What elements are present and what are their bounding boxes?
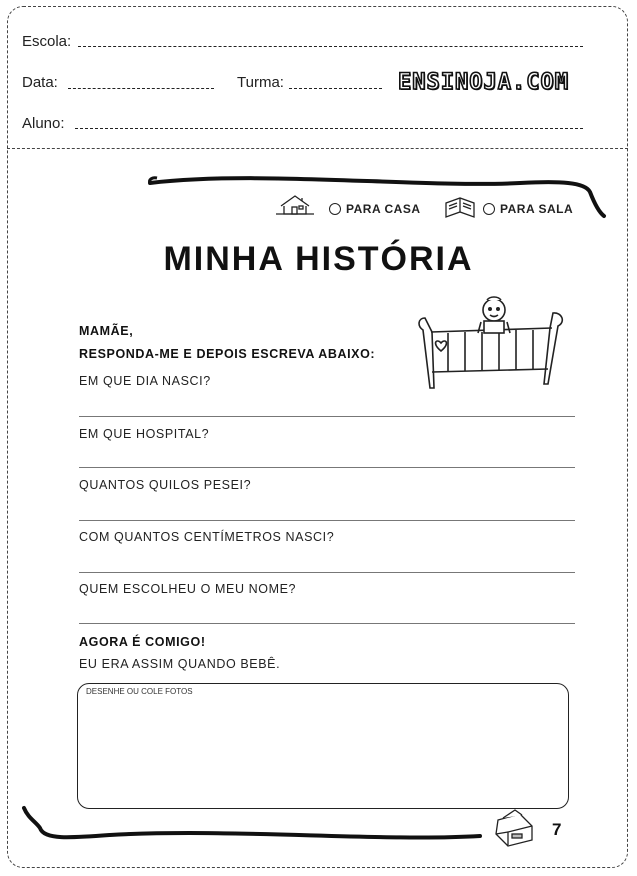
option-home[interactable]: [329, 202, 421, 216]
page-number: 7: [552, 820, 562, 839]
class-label: Turma:: [237, 74, 284, 91]
book-icon: [446, 198, 474, 217]
option-class[interactable]: [483, 202, 573, 216]
option-class-label: PARA SALA: [500, 202, 574, 216]
intro-line-1: MAMÃE,: [79, 324, 134, 338]
bottom-swash: [24, 808, 480, 838]
date-label: Data:: [22, 74, 58, 91]
question-5: QUEM ESCOLHEU O MEU NOME?: [79, 582, 297, 596]
house-icon: [276, 196, 314, 214]
question-2: EM QUE HOSPITAL?: [79, 427, 210, 441]
option-home-label: PARA CASA: [346, 202, 421, 216]
school-label: Escola:: [22, 33, 72, 50]
baby-crib-icon: [419, 297, 562, 388]
drawing-box[interactable]: [77, 683, 569, 809]
page-title: MINHA HISTÓRIA: [163, 240, 474, 278]
section2-text: EU ERA ASSIM QUANDO BEBÊ.: [79, 657, 281, 671]
radio-home[interactable]: [329, 203, 341, 215]
printer-icon: [496, 810, 532, 846]
answer-line-2[interactable]: [79, 467, 575, 468]
answer-line-4[interactable]: [79, 572, 575, 573]
section2-heading: AGORA É COMIGO!: [79, 635, 206, 649]
answer-line-5[interactable]: [79, 623, 575, 624]
question-1: EM QUE DIA NASCI?: [79, 374, 211, 388]
brand-logo: ENSINOJA.COM: [398, 70, 569, 95]
student-label: Aluno:: [22, 115, 65, 132]
answer-line-1[interactable]: [79, 416, 575, 417]
question-3: QUANTOS QUILOS PESEI?: [79, 478, 252, 492]
question-4: COM QUANTOS CENTÍMETROS NASCI?: [79, 530, 335, 544]
answer-line-3[interactable]: [79, 520, 575, 521]
drawing-box-label: DESENHE OU COLE FOTOS: [86, 687, 193, 696]
intro-line-2: RESPONDA-ME E DEPOIS ESCREVA ABAIXO:: [79, 347, 376, 361]
radio-class[interactable]: [483, 203, 495, 215]
